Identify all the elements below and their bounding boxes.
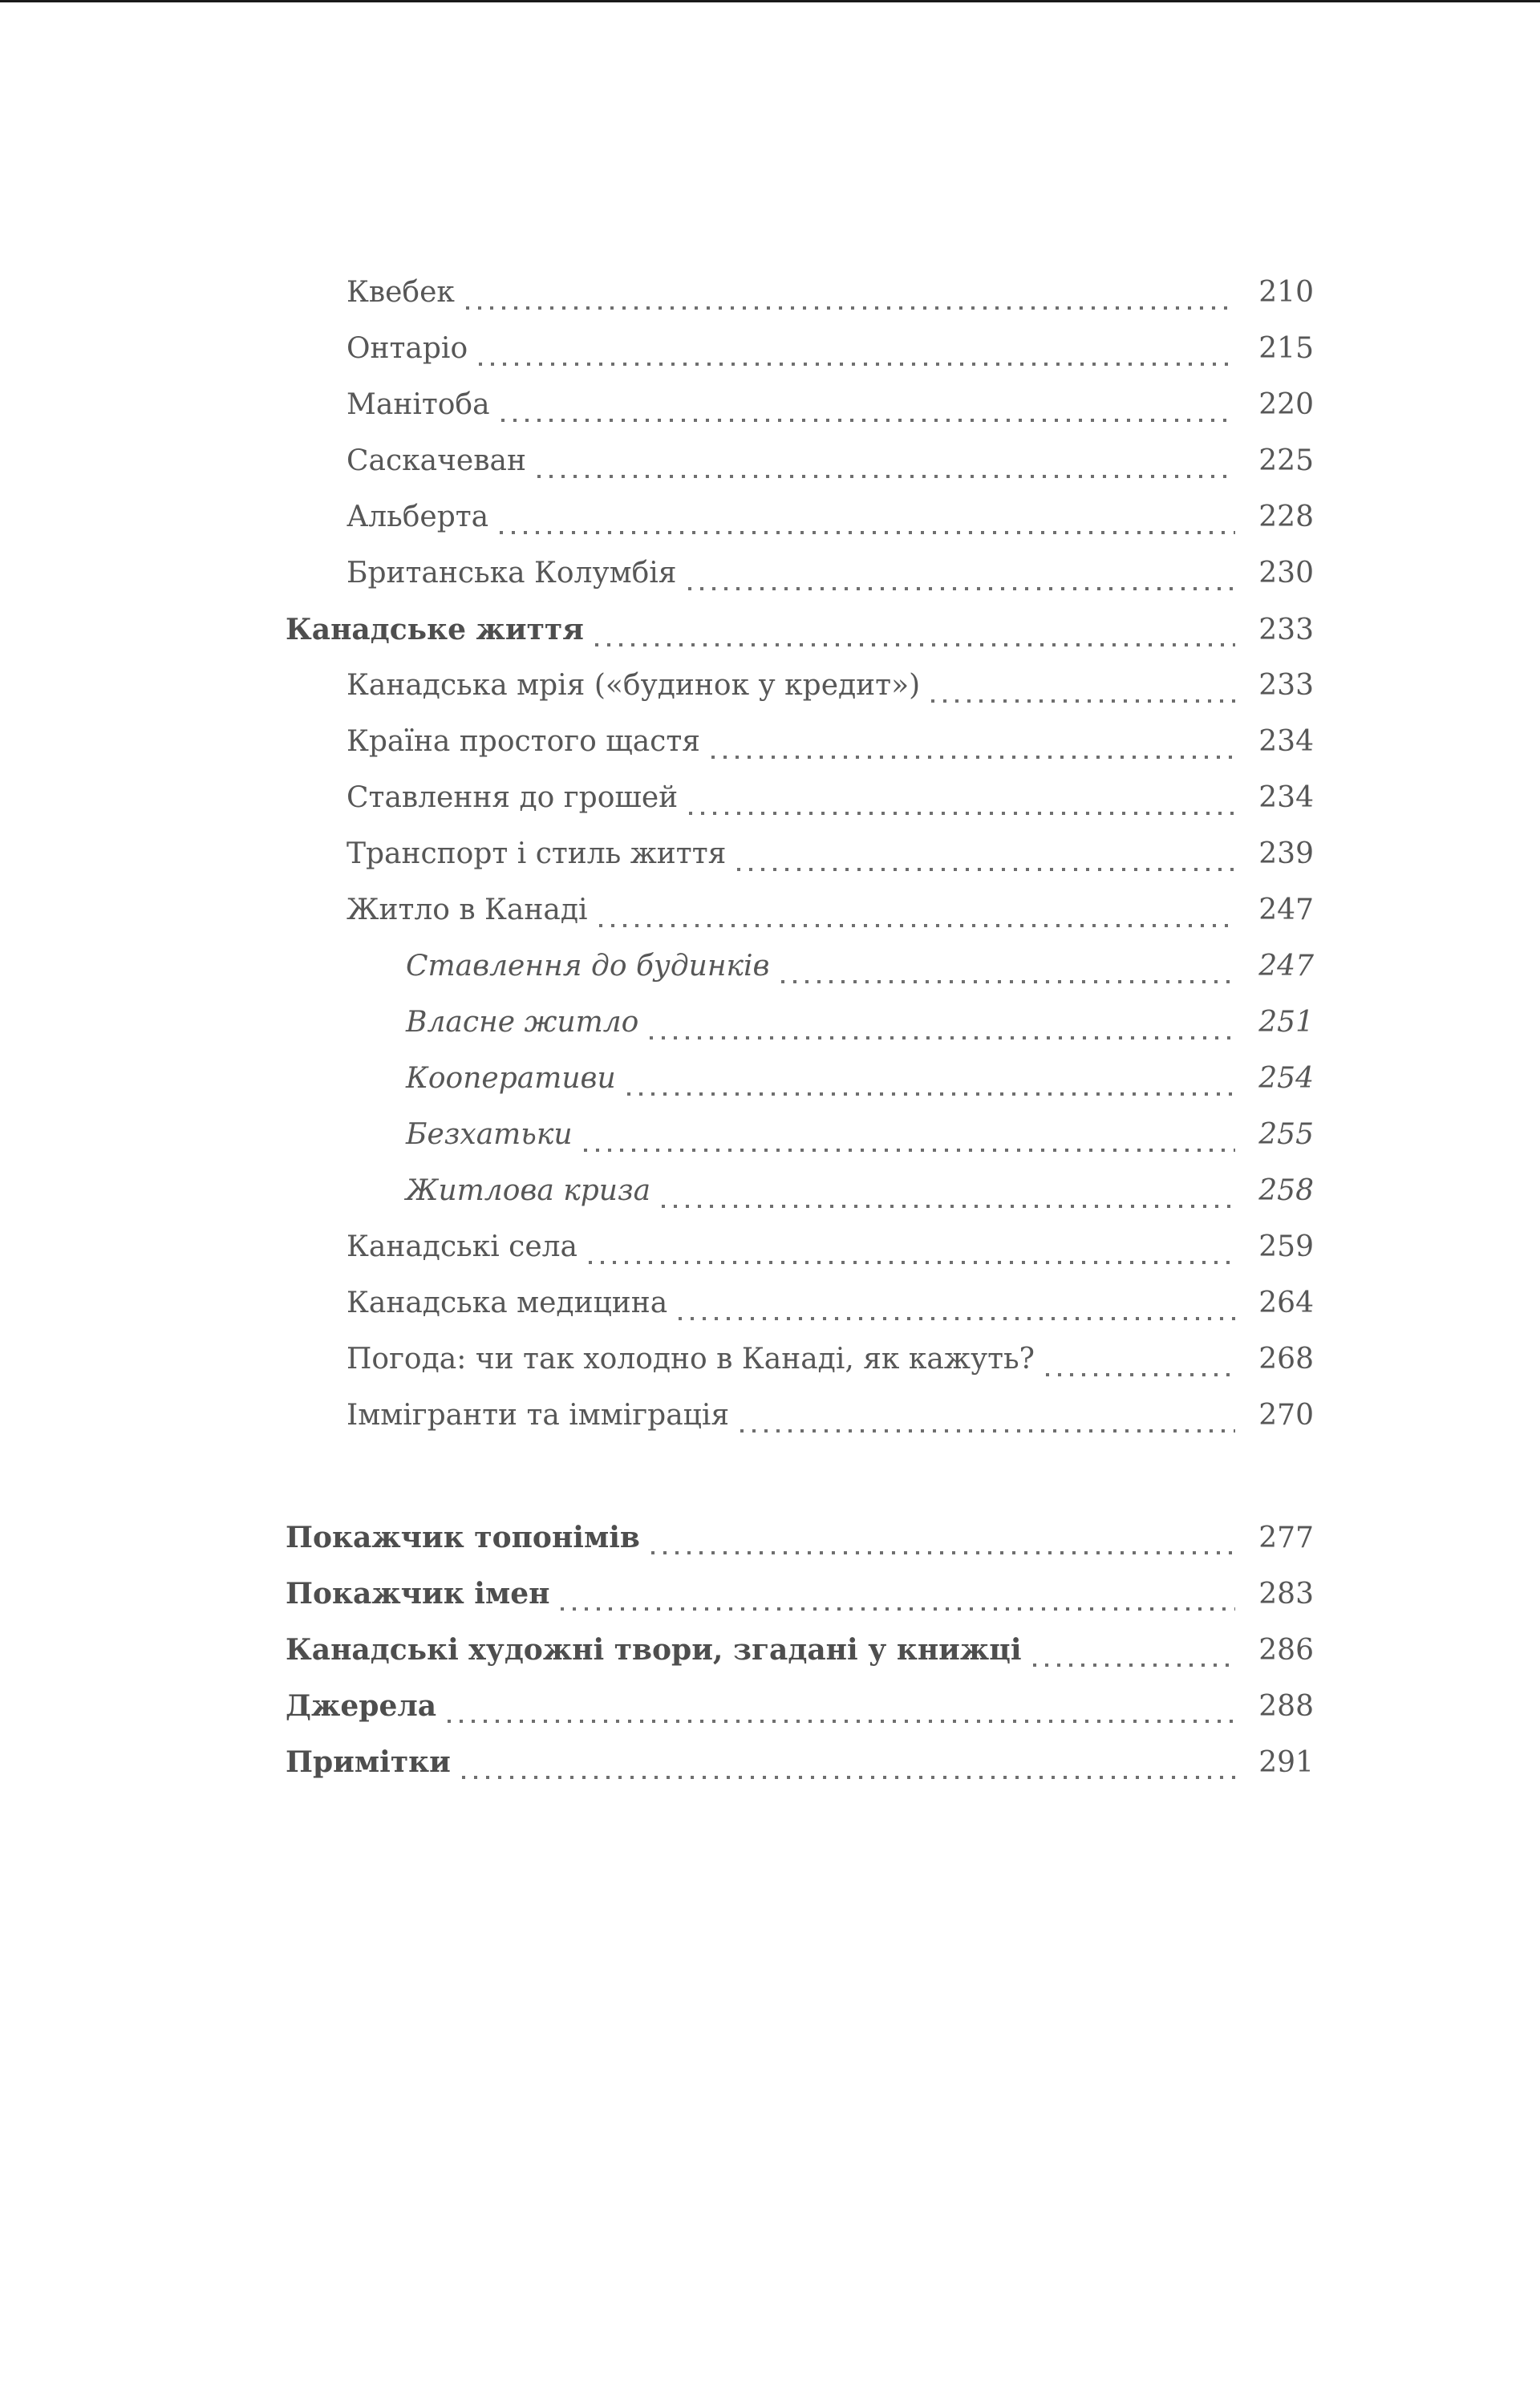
toc-row <box>346 714 1314 770</box>
dot-leader <box>627 1092 1235 1096</box>
dot-leader <box>599 924 1235 927</box>
toc-page-number: 239 <box>1258 837 1314 870</box>
toc-row <box>346 545 1314 602</box>
toc-page-number: 288 <box>1258 1690 1314 1723</box>
toc-page-number: 247 <box>1258 950 1314 983</box>
dot-leader <box>931 699 1235 703</box>
toc-entry-label: Власне житло <box>406 1006 639 1039</box>
dot-leader <box>584 1149 1235 1152</box>
toc-entry-label: Погода: чи так холодно в Канаді, як кажуть? <box>346 1343 1035 1376</box>
dot-leader <box>662 1205 1235 1208</box>
toc-page-number: 210 <box>1258 276 1314 309</box>
toc-entry-label: Канадська медицина <box>346 1287 668 1319</box>
toc-entry-label: Покажчик імен <box>286 1577 550 1611</box>
toc-entry-label: Кооперативи <box>406 1062 616 1095</box>
toc-page-number: 234 <box>1258 781 1314 814</box>
dot-leader <box>689 812 1235 815</box>
toc-row <box>286 1566 1314 1622</box>
dot-leader <box>651 1551 1235 1554</box>
toc-row <box>406 1163 1314 1219</box>
toc-entry-label: Канадське життя <box>286 613 584 646</box>
toc-page-number: 255 <box>1258 1118 1314 1151</box>
toc-row <box>346 882 1314 938</box>
dot-leader <box>711 756 1235 759</box>
toc-page-number: 251 <box>1258 1006 1314 1039</box>
toc-row <box>286 1734 1314 1790</box>
toc-entry-label: Канадська мрія («будинок у кредит») <box>346 669 921 702</box>
dot-leader <box>650 1036 1235 1039</box>
toc-entry-label: Покажчик топонімів <box>286 1521 640 1554</box>
toc-entry-label: Транспорт і стиль життя <box>346 837 727 870</box>
toc-entry-label: Саскачеван <box>346 444 526 477</box>
toc-entry-label: Житло в Канаді <box>346 894 588 926</box>
toc-entry-label: Манітоба <box>346 388 490 421</box>
toc-entry-label: Канадські художні твори, згадані у книжці <box>286 1633 1022 1667</box>
toc-page-number: 283 <box>1258 1578 1314 1611</box>
toc-row <box>346 377 1314 433</box>
dot-leader <box>679 1317 1235 1320</box>
toc-entry-label: Квебек <box>346 276 455 309</box>
toc-page-number: 259 <box>1258 1230 1314 1263</box>
toc-row <box>346 658 1314 714</box>
toc-page-number: 268 <box>1258 1343 1314 1376</box>
toc-entry-label: Джерела <box>286 1689 437 1723</box>
toc-row <box>406 995 1314 1051</box>
dot-leader <box>466 306 1235 310</box>
toc-page-number: 234 <box>1258 725 1314 758</box>
dot-leader <box>537 475 1235 478</box>
dot-leader <box>1033 1664 1236 1667</box>
toc-row <box>346 1331 1314 1388</box>
toc-entry-label: Канадські села <box>346 1230 578 1263</box>
toc-row <box>346 826 1314 882</box>
toc-entry-label: Примітки <box>286 1745 451 1779</box>
toc-page-number: 258 <box>1258 1174 1314 1207</box>
toc-page-number: 286 <box>1258 1634 1314 1667</box>
toc-row <box>346 1219 1314 1275</box>
toc-page-number: 264 <box>1258 1287 1314 1319</box>
toc-page-number: 233 <box>1258 669 1314 702</box>
dot-leader <box>595 643 1235 646</box>
toc-page-number: 228 <box>1258 500 1314 533</box>
table-of-contents <box>286 265 1314 1790</box>
toc-entry-label: Альберта <box>346 500 489 533</box>
toc-entry-label: Ставлення до будинків <box>406 950 770 983</box>
toc-row <box>286 602 1314 658</box>
toc-row <box>286 1678 1314 1734</box>
toc-row <box>406 1051 1314 1107</box>
toc-page-number: 233 <box>1258 614 1314 646</box>
dot-leader <box>500 531 1235 534</box>
toc-page-number: 291 <box>1258 1746 1314 1779</box>
toc-row <box>346 265 1314 321</box>
dot-leader <box>740 1429 1235 1433</box>
dot-leader <box>479 363 1235 366</box>
dot-leader <box>448 1720 1235 1723</box>
dot-leader <box>688 587 1235 590</box>
toc-page-number: 225 <box>1258 444 1314 477</box>
dot-leader <box>781 980 1236 983</box>
toc-entry-label: Іммігранти та імміграція <box>346 1399 730 1432</box>
dot-leader <box>462 1776 1235 1779</box>
dot-leader <box>561 1607 1235 1611</box>
dot-leader <box>589 1261 1235 1264</box>
toc-entry-label: Ставлення до грошей <box>346 781 679 814</box>
toc-page-number: 220 <box>1258 388 1314 421</box>
toc-page-number: 215 <box>1258 332 1314 365</box>
toc-row <box>286 1622 1314 1678</box>
toc-entry-label: Країна простого щастя <box>346 725 700 758</box>
toc-entry-label: Житлова криза <box>406 1174 651 1207</box>
toc-page-number: 277 <box>1258 1522 1314 1554</box>
toc-entry-label: Онтаріо <box>346 332 468 365</box>
toc-row <box>346 770 1314 826</box>
scan-edge-line <box>0 0 1540 2</box>
toc-entry-label: Безхатьки <box>406 1118 573 1151</box>
toc-row <box>346 1275 1314 1331</box>
toc-row <box>346 321 1314 377</box>
toc-page-number: 254 <box>1258 1062 1314 1095</box>
toc-row <box>286 1510 1314 1566</box>
toc-page-number: 270 <box>1258 1399 1314 1432</box>
dot-leader <box>501 419 1235 422</box>
toc-row <box>406 938 1314 995</box>
toc-entry-label: Британська Колумбія <box>346 557 677 590</box>
toc-page-number: 230 <box>1258 557 1314 590</box>
toc-row <box>346 433 1314 489</box>
toc-page-number: 247 <box>1258 894 1314 926</box>
toc-row <box>406 1107 1314 1163</box>
toc-row <box>346 1388 1314 1444</box>
toc-list <box>286 265 1314 1790</box>
dot-leader <box>737 868 1235 871</box>
toc-row <box>346 489 1314 545</box>
dot-leader <box>1046 1373 1235 1376</box>
